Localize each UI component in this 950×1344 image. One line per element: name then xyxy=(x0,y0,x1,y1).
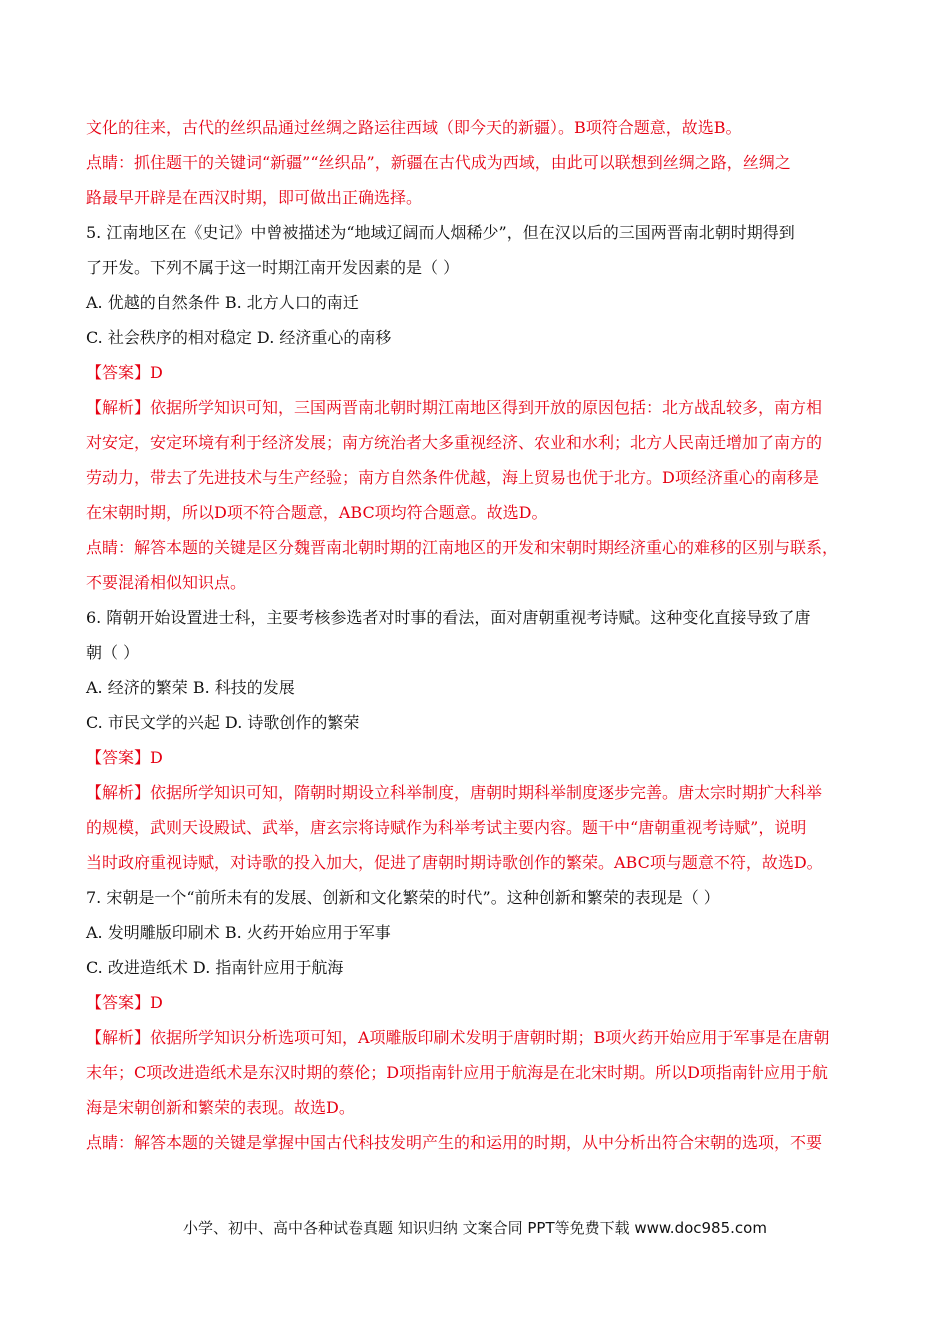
document-body xyxy=(86,110,866,1160)
answer-text-line: 不要混淆相似知识点。 xyxy=(86,573,247,592)
question-text-line: A. 经济的繁荣 B. 科技的发展 xyxy=(86,678,295,697)
question-text-line: 6. 隋朝开始设置进士科，主要考核参选者对时事的看法，面对唐朝重视考诗赋。这种变化直接导致了唐 xyxy=(86,608,811,627)
answer-text-line: 【答案】D xyxy=(86,748,163,767)
answer-text-line: 点睛：解答本题的关键是区分魏晋南北朝时期的江南地区的开发和宋朝时期经济重心的难移的区别与联系， xyxy=(86,538,839,557)
answer-text-line: 劳动力，带去了先进技术与生产经验；南方自然条件优越，海上贸易也优于北方。D项经济重心的南移是 xyxy=(86,468,819,487)
answer-text-line: 路最早开辟是在西汉时期，即可做出正确选择。 xyxy=(86,188,423,207)
answer-text-line: 海是宋朝创新和繁荣的表现。故选D。 xyxy=(86,1098,355,1117)
question-text-line: A. 发明雕版印刷术 B. 火药开始应用于军事 xyxy=(86,923,391,942)
answer-text-line: 【答案】D xyxy=(86,363,163,382)
answer-text-line: 文化的往来，古代的丝织品通过丝绸之路运往西域（即今天的新疆）。B项符合题意，故选B。 xyxy=(86,118,742,137)
answer-text-line: 【解析】依据所学知识可知，三国两晋南北朝时期江南地区得到开放的原因包括：北方战乱较多，南方相 xyxy=(86,398,823,417)
answer-text-line: 对安定，安定环境有利于经济发展；南方统治者大多重视经济、农业和水利；北方人民南迁增加了南方的 xyxy=(86,433,823,452)
question-text-line: A. 优越的自然条件 B. 北方人口的南迁 xyxy=(86,293,359,312)
question-text-line: 7. 宋朝是一个“前所未有的发展、创新和文化繁荣的时代”。这种创新和繁荣的表现是（ ） xyxy=(86,888,720,907)
question-text-line: 了开发。下列不属于这一时期江南开发因素的是（ ） xyxy=(86,258,460,277)
answer-text-line: 末年；C项改进造纸术是东汉时期的蔡伦；D项指南针应用于航海是在北宋时期。所以D项指南针应用于航 xyxy=(86,1063,828,1082)
answer-text-line: 【答案】D xyxy=(86,993,163,1012)
answer-text-line: 点睛：解答本题的关键是掌握中国古代科技发明产生的和运用的时期，从中分析出符合宋朝的选项，不要 xyxy=(86,1133,823,1152)
answer-text-line: 当时政府重视诗赋，对诗歌的投入加大，促进了唐朝时期诗歌创作的繁荣。ABC项与题意不符，故选D。 xyxy=(86,853,823,872)
page-footer: 小学、初中、高中各种试卷真题 知识归纳 文案合同 PPT等免费下载 www.doc985.com xyxy=(183,1219,767,1237)
answer-text-line: 在宋朝时期，所以D项不符合题意，ABC项均符合题意。故选D。 xyxy=(86,503,548,522)
answer-text-line: 的规模，武则天设殿试、武举，唐玄宗将诗赋作为科举考试主要内容。题干中“唐朝重视考诗赋”，说明 xyxy=(86,818,807,837)
question-text-line: 朝（ ） xyxy=(86,643,140,662)
question-text-line: 5. 江南地区在《史记》中曾被描述为“地域辽阔而人烟稀少”，但在汉以后的三国两晋南北朝时期得到 xyxy=(86,223,795,242)
answer-text-line: 【解析】依据所学知识分析选项可知，A项雕版印刷术发明于唐朝时期；B项火药开始应用于军事是在唐朝 xyxy=(86,1028,830,1047)
answer-text-line: 【解析】依据所学知识可知，隋朝时期设立科举制度，唐朝时期科举制度逐步完善。唐太宗时期扩大科举 xyxy=(86,783,823,802)
answer-text-line: 点睛：抓住题干的关键词“新疆”“丝织品”，新疆在古代成为西域，由此可以联想到丝绸之路，丝绸之 xyxy=(86,153,791,172)
question-text-line: C. 社会秩序的相对稳定 D. 经济重心的南移 xyxy=(86,328,392,347)
question-text-line: C. 改进造纸术 D. 指南针应用于航海 xyxy=(86,958,344,977)
question-text-line: C. 市民文学的兴起 D. 诗歌创作的繁荣 xyxy=(86,713,360,732)
